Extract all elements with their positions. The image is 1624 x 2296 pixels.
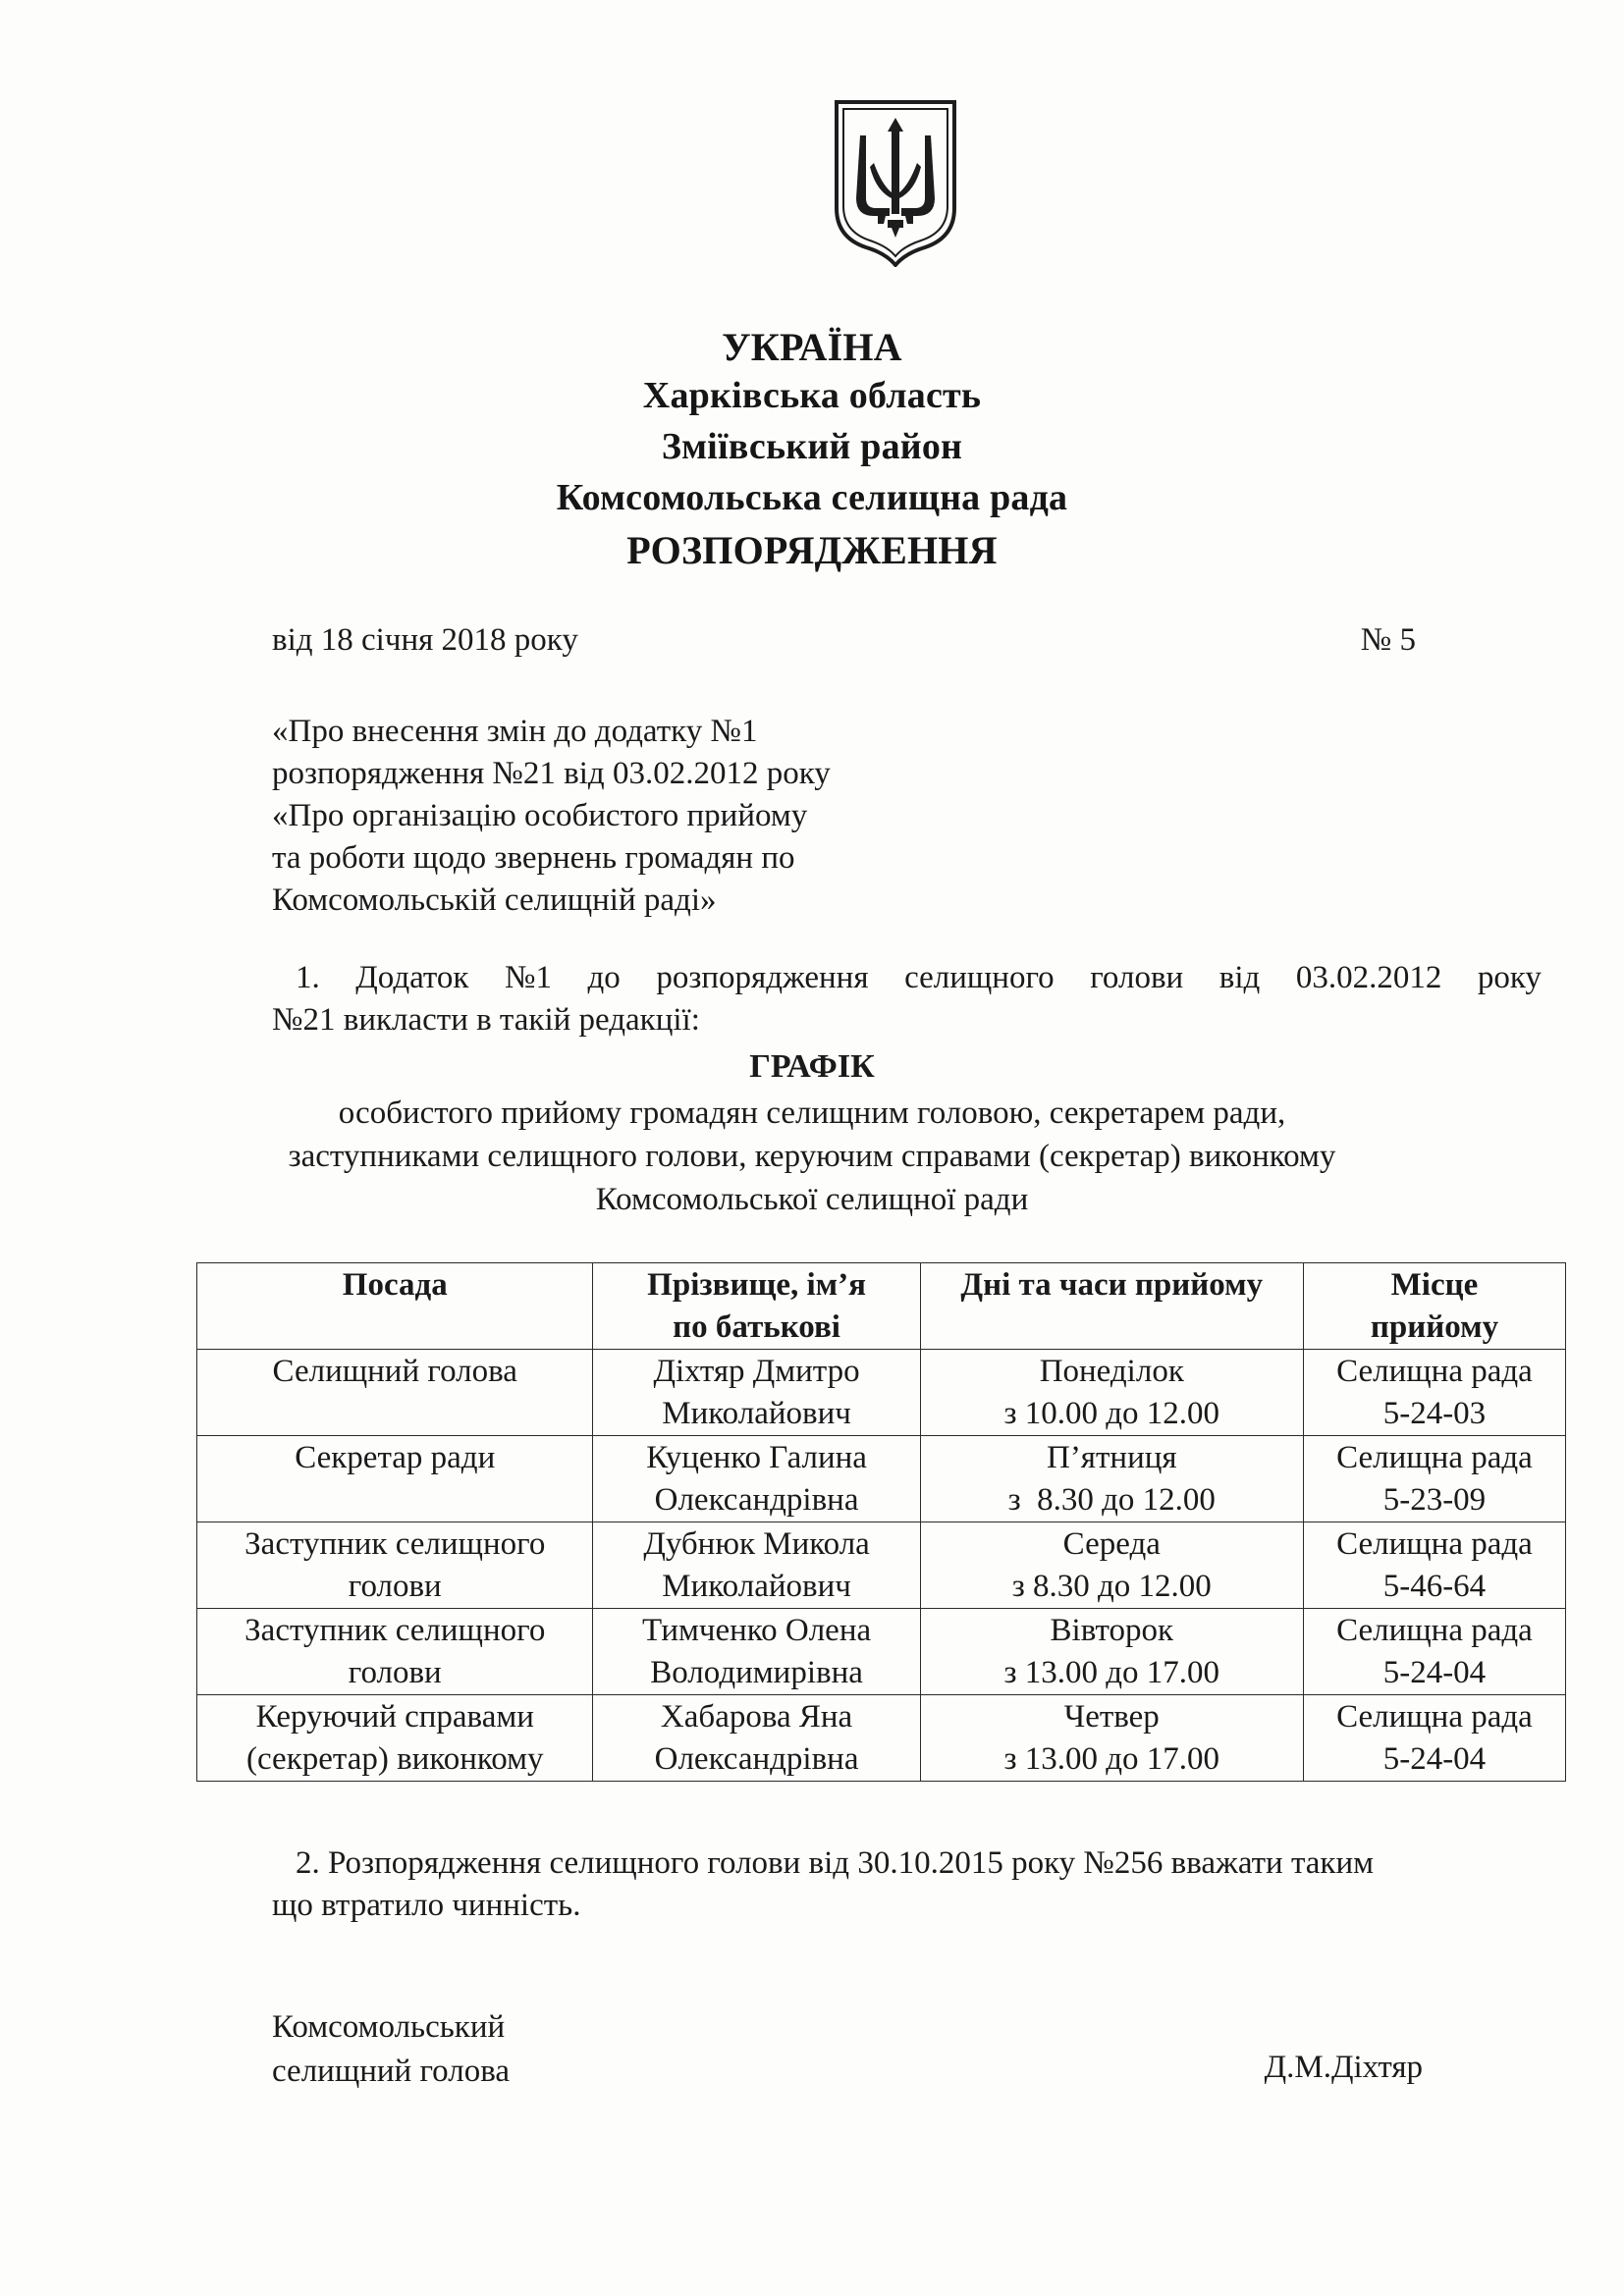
document-number: № 5 [1360, 622, 1416, 658]
paragraph-word: 03.02.2012 [1295, 960, 1442, 995]
header-raion: Зміївський район [661, 426, 963, 467]
table-row [197, 1609, 1566, 1695]
subject-line: та роботи щодо звернень громадян по [272, 840, 795, 876]
cell-position: Селищний голова [197, 1350, 593, 1436]
header-position: Посада [197, 1263, 593, 1350]
cell-reception-time: Середа з 8.30 до 12.00 [920, 1522, 1303, 1609]
paragraph-1 [272, 957, 1542, 1041]
header-council: Комсомольська селищна рада [556, 477, 1068, 518]
cell-full-name: Хабарова Яна Олександрівна [593, 1695, 920, 1782]
cell-reception-place: Селищна рада 5-24-03 [1303, 1350, 1565, 1436]
paragraph-1-line-2: №21 викласти в такій редакції: [272, 1002, 700, 1038]
cell-position: Заступник селищного голови [197, 1609, 593, 1695]
cell-reception-place: Селищна рада 5-24-04 [1303, 1695, 1565, 1782]
table-row [197, 1522, 1566, 1609]
signatory-position-line: Комсомольський [272, 2009, 506, 2045]
schedule-title: ГРАФІК [749, 1048, 875, 1085]
cell-full-name: Дубнюк Микола Миколайович [593, 1522, 920, 1609]
header-full-name: Прізвище, ім’я по батькові [593, 1263, 920, 1350]
cell-reception-place: Селищна рада 5-46-64 [1303, 1522, 1565, 1609]
paragraph-word: 1. [296, 960, 320, 995]
paragraph-word: селищного [904, 960, 1055, 995]
table-header-row [197, 1263, 1566, 1350]
schedule-subtitle-line: особистого прийому громадян селищним головою, секретарем ради, [338, 1095, 1286, 1131]
cell-position: Секретар ради [197, 1436, 593, 1522]
cell-position: Керуючий справами (секретар) виконкому [197, 1695, 593, 1782]
schedule-subtitle-line: Комсомольської селищної ради [595, 1182, 1029, 1217]
paragraph-word: року [1477, 960, 1542, 995]
cell-full-name: Куценко Галина Олександрівна [593, 1436, 920, 1522]
cell-reception-time: Вівторок з 13.00 до 17.00 [920, 1609, 1303, 1695]
signatory-position [272, 2005, 510, 2094]
signatory-name: Д.М.Діхтяр [1264, 2050, 1423, 2085]
table-row [197, 1695, 1566, 1782]
subject-line: розпорядження №21 від 03.02.2012 року [272, 756, 831, 791]
schedule-subtitle [0, 1092, 1624, 1221]
header-reception-place: Місце прийому [1303, 1263, 1565, 1350]
cell-full-name: Тимченко Олена Володимирівна [593, 1609, 920, 1695]
paragraph-2-line-1: 2. Розпорядження селищного голови від 30.10.2015 року №256 вважати таким [296, 1845, 1374, 1881]
table-row [197, 1436, 1566, 1522]
paragraph-word: розпорядження [656, 960, 869, 995]
paragraph-word: №1 [504, 960, 552, 995]
subject-line: Комсомольській селищній раді» [272, 882, 717, 918]
cell-reception-place: Селищна рада 5-24-04 [1303, 1609, 1565, 1695]
schedule-table [196, 1262, 1566, 1782]
table-row [197, 1350, 1566, 1436]
cell-full-name: Діхтяр Дмитро Миколайович [593, 1350, 920, 1436]
cell-reception-time: П’ятниця з 8.30 до 12.00 [920, 1436, 1303, 1522]
subject-line: «Про організацію особистого прийому [272, 798, 808, 833]
paragraph-word: до [587, 960, 621, 995]
paragraph-word: Додаток [355, 960, 469, 995]
document-subject [272, 711, 831, 922]
paragraph-2 [272, 1842, 1542, 1927]
cell-position: Заступник селищного голови [197, 1522, 593, 1609]
cell-reception-time: Четвер з 13.00 до 17.00 [920, 1695, 1303, 1782]
header-oblast: Харківська область [642, 375, 982, 416]
schedule-subtitle-line: заступниками селищного голови, керуючим справами (секретар) виконкому [288, 1139, 1336, 1174]
paragraph-2-line-2: що втратило чинність. [272, 1888, 581, 1923]
paragraph-word: голови [1090, 960, 1184, 995]
cell-reception-place: Селищна рада 5-23-09 [1303, 1436, 1565, 1522]
document-type: РОЗПОРЯДЖЕННЯ [626, 528, 998, 572]
cell-reception-time: Понеділок з 10.00 до 12.00 [920, 1350, 1303, 1436]
header-country: УКРАЇНА [722, 325, 902, 369]
paragraph-1-line-1 [272, 957, 1542, 999]
tryzub-emblem-icon [831, 98, 960, 267]
header-reception-time: Дні та часи прийому [920, 1263, 1303, 1350]
paragraph-word: від [1218, 960, 1261, 995]
document-date: від 18 січня 2018 року [272, 622, 578, 658]
subject-line: «Про внесення змін до додатку №1 [272, 714, 758, 749]
signatory-position-line: селищний голова [272, 2054, 511, 2089]
